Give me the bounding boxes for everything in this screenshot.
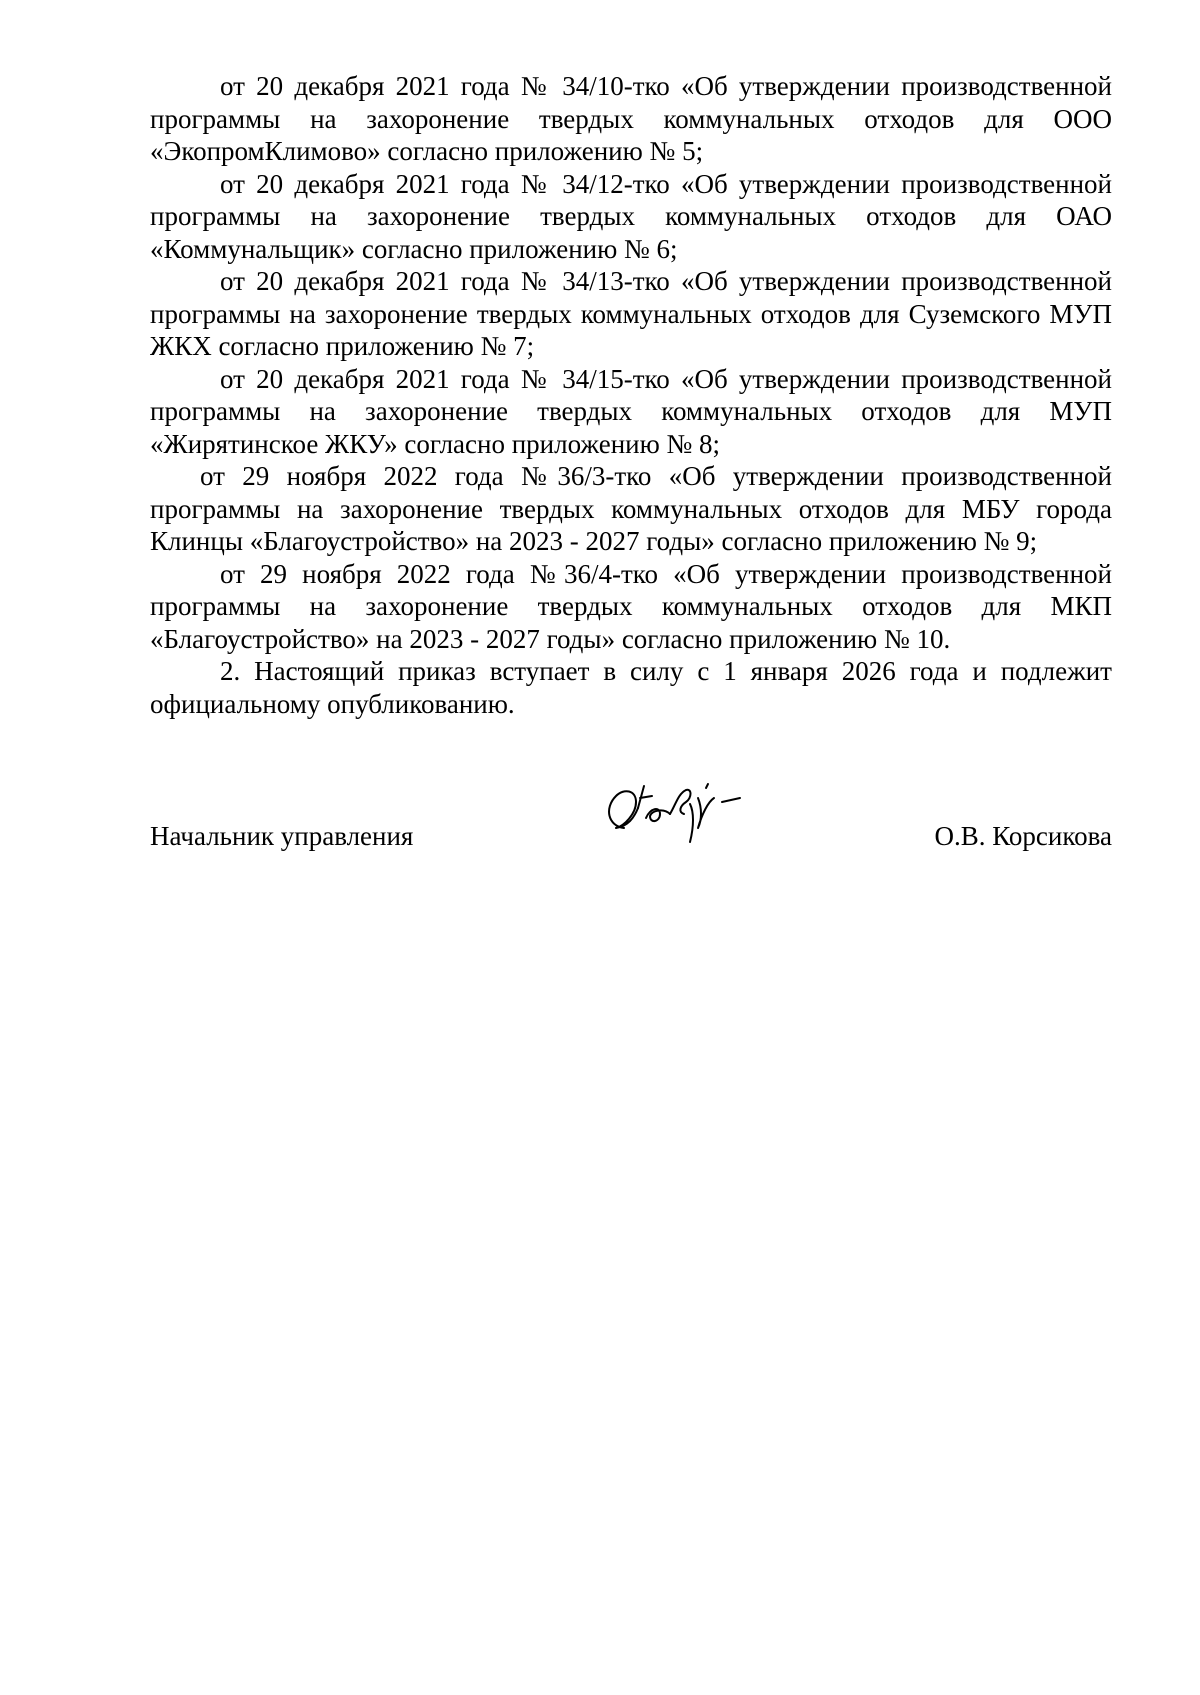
order-item-paragraph: от 20 декабря 2021 года № 34/12-тко «Об утверждении производственной программы на захоронение твердых коммунальных отходов для ОАО «Коммунальщик» согласно приложению № 6; [150, 168, 1112, 264]
handwritten-signature [594, 768, 764, 848]
order-item-paragraph: от 20 декабря 2021 года № 34/10-тко «Об утверждении производственной программы на захоронение твердых коммунальных отходов для ООО «ЭкопромКлимово» согласно приложению № 5; [150, 71, 1112, 166]
signature-block [150, 780, 1112, 850]
signatory-name: О.В. Корсикова [934, 821, 1112, 851]
order-item-paragraph: от 29 ноября 2022 года №36/4-тко «Об утверждении производственной программы на захоронение твердых коммунальных отходов для МКП «Благоустройство» на 2023 - 2027 годы» согласно приложению № 10. [150, 558, 1112, 654]
document-body [150, 70, 1112, 720]
order-item-paragraph: от 20 декабря 2021 года № 34/13-тко «Об утверждении производственной программы на захоронение твердых коммунальных отходов для Суземского МУП ЖКХ согласно приложению № 7; [150, 266, 1112, 361]
effective-date-paragraph: 2. Настоящий приказ вступает в силу с 1 января 2026 года и подлежит официальному опубликованию. [150, 656, 1112, 719]
signatory-position: Начальник управления [150, 821, 414, 851]
order-item-paragraph: от 29 ноября 2022 года №36/3-тко «Об утверждении производственной программы на захоронение твердых коммунальных отходов для МБУ города Клинцы «Благоустройство» на 2023 - 2027 годы» согласно приложению № 9; [150, 461, 1112, 556]
order-item-paragraph: от 20 декабря 2021 года № 34/15-тко «Об утверждении производственной программы на захоронение твердых коммунальных отходов для МУП «Жирятинское ЖКУ» согласно приложению № 8; [150, 363, 1112, 459]
